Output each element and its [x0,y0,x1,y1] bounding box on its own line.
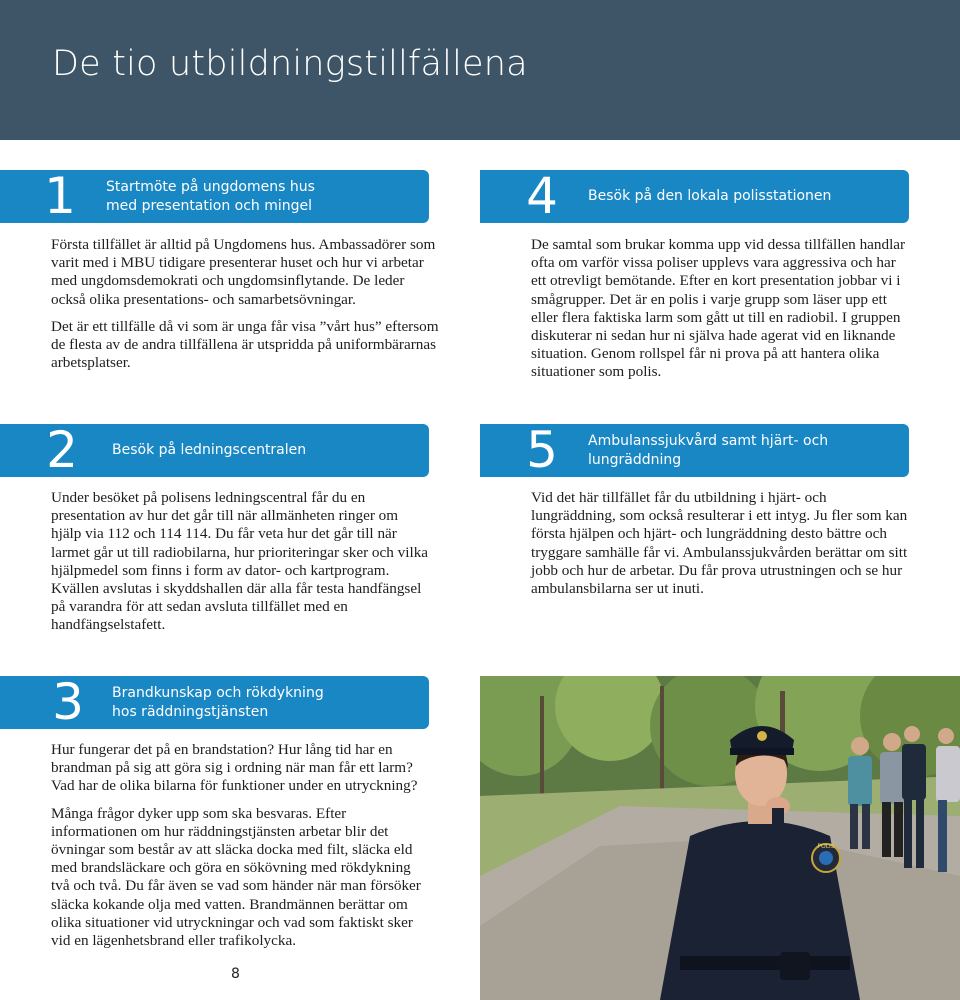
section-4-paragraph-1: De samtal som brukar komma upp vid dessa tillfällen handlar ofta om varför vissa poliser upplevs vara aggressiva och har ett otrevligt bemötande. Efter en kort presentation jobbar vi i smågrupper. Det är en polis i varje grupp som läser upp ett eller flera faktiska larm som gått ut till en radiobil. I gruppen diskuterar ni sedan hur ni själva hade agerat vid en liknande situation. Genom rollspel får ni prova på att hantera olika situationer som polis. [531,236,906,381]
section-2-body [51,489,431,644]
section-2-title-box [112,424,412,477]
section-2-title: Besök på ledningscentralen [112,442,307,458]
section-1-body [51,236,441,381]
section-4-number: 4 [526,167,558,225]
section-4-title: Besök på den lokala polisstationen [588,188,832,204]
section-5-paragraph-1: Vid det här tillfället får du utbildning i hjärt- och lungräddning, som också resulterar i ett intyg. Ju fler som kan första hjälpen och hjärt- och lungräddning desto bättre och tryggare samhälle får vi. Ambulanssjukvården berättar om sitt jobb och hur de arbetar. Du får prova utrustningen och se hur ambulansbilarna ser ut inuti. [531,489,908,598]
section-2-banner [0,421,429,479]
section-4-banner [480,167,909,225]
page-number: 8 [231,966,240,982]
section-3-paragraph-2: Många frågor dyker upp som ska besvaras. Efter informationen om hur räddningstjänsten arbetar blir det övningar som består av att släcka docka med filt, släcka eld med brandsläckare och göra en sökövning med rökdykning två och två. Du får även se vad som händer när man försöker släcka kokande olja med vatten. Brandmännen berättar om olika situationer vid utryckningar och vad som faktiskt sker vid en lägenhetsbrand eller trafikolycka. [51,804,421,950]
section-4-title-box [588,170,898,223]
section-2-number: 2 [46,421,78,479]
section-5-title: Ambulanssjukvård samt hjärt- och lungräddning [588,432,829,468]
section-3-title-box [112,676,412,729]
section-1-title-box [106,170,406,223]
section-3-banner [0,673,429,731]
page-header [0,0,960,140]
section-5-body [531,489,909,607]
section-5-title-box [588,424,898,477]
section-5-banner [480,421,909,479]
section-3-number: 3 [52,673,84,731]
section-1-title: Startmöte på ungdomens hus med presentation och mingel [106,178,315,214]
polis-badge-text: POLIS [817,843,835,850]
section-3-title: Brandkunskap och rökdykning hos räddningstjänsten [112,684,324,720]
page-title: De tio utbildningstillfällena [52,44,528,84]
section-2-paragraph-1: Under besöket på polisens ledningscentral får du en presentation av hur det går till när allmänheten ringer om hjälp via 112 och 114 114. Du får veta hur det går till när larmet går ut till radiobilarna, hur prioriteringar sker och vilka hjälpmedel som finns i form av dator- och kartprogram. Kvällen avslutas i skyddshallen där alla får testa handfängsel på varandra för att sedan avsluta tillfället med en handfängselstafett. [51,489,429,634]
section-3-paragraph-1: Hur fungerar det på en brandstation? Hur lång tid har en brandman på sig att göra sig i ordning när man får ett larm? Vad har de olika bilarna för funktioner under en utryckning? [51,741,418,795]
section-1-number: 1 [44,167,76,225]
police-officer-photo [480,676,960,1000]
section-1-paragraph-2: Det är ett tillfälle då vi som är unga får visa ”vårt hus” eftersom de flesta av de andra tillfällena är utspridda på uniformbärarnas arbetsplatser. [51,317,439,372]
section-1-banner [0,167,429,225]
section-5-number: 5 [526,421,558,479]
section-3-body [51,741,431,959]
section-4-body [531,236,909,391]
section-1-paragraph-1: Första tillfället är alltid på Ungdomens hus. Ambassadörer som varit med i MBU tidigare presenterar huset och hur vi arbetar med ungdomsdemokrati och ungdomsinflytande. De leder också olika presentations- och samarbetsövningar. [51,236,436,308]
